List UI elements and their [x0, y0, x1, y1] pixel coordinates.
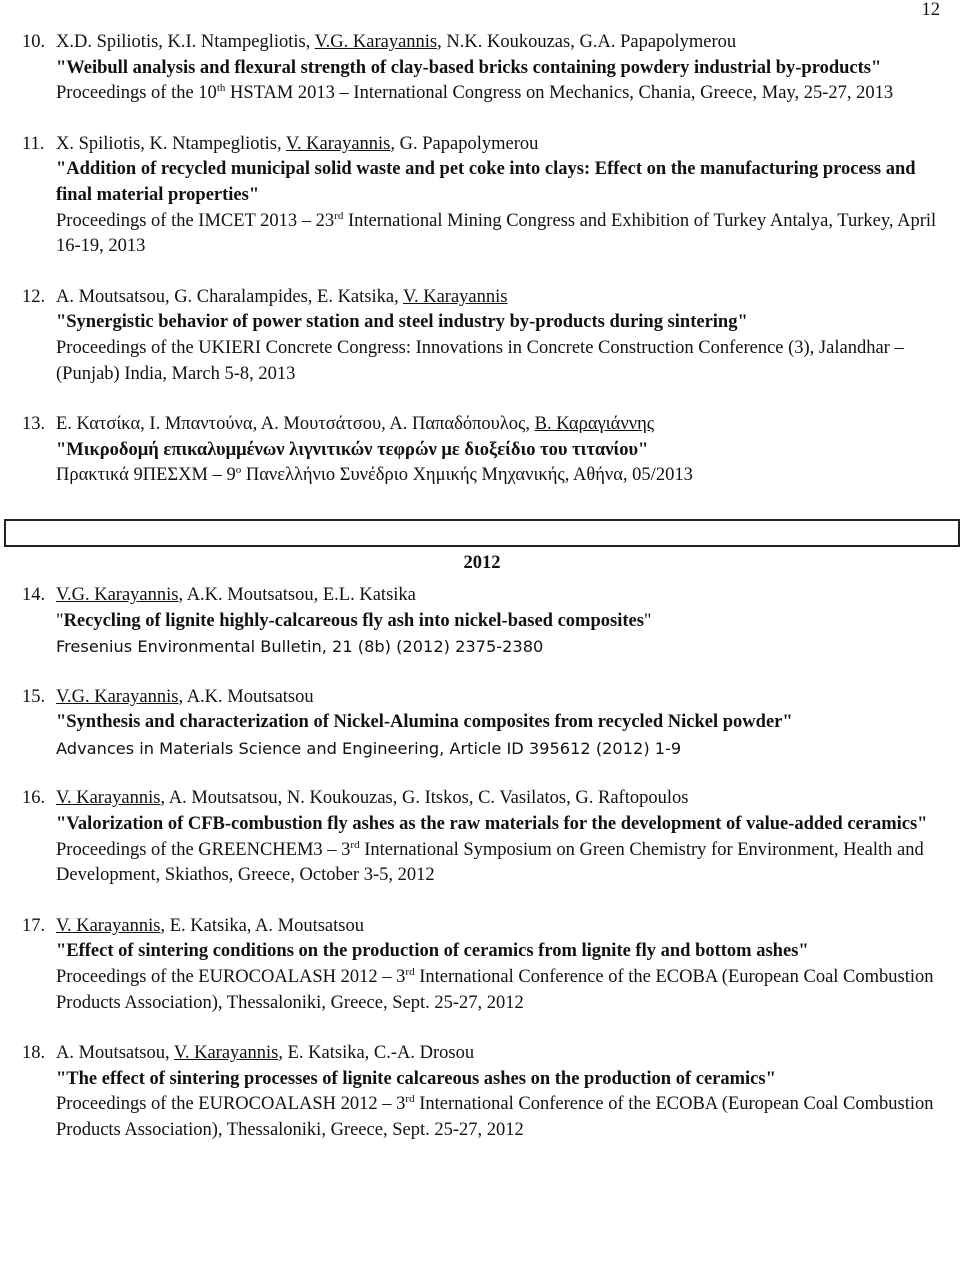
list-item: [22, 685, 942, 762]
entry-number: 11.: [22, 133, 45, 154]
entry-number: 14.: [22, 584, 46, 605]
entry-number: 15.: [22, 686, 46, 707]
entry-authors: Ε. Κατσίκα, Ι. Μπαντούνα, Α. Μουτσάτσου, Α. Παπαδόπουλος, Β. Καραγιάννης: [56, 414, 655, 435]
entry-venue: Advances in Materials Science and Engineering, Article ID 395612 (2012) 1-9: [56, 738, 682, 758]
list-item: [22, 1041, 942, 1143]
section-divider-box: [4, 519, 960, 547]
entry-venue: Fresenius Environmental Bulletin, 21 (8b) (2012) 2375-2380: [56, 637, 544, 657]
year-heading: 2012: [463, 552, 501, 573]
entry-venue: Proceedings of the 10th HSTAM 2013 – International Congress on Mechanics, Chania, Greece, May, 25-27, 2013: [56, 82, 894, 104]
entry-number: 18.: [22, 1043, 46, 1064]
entry-title: "Valorization of CFB-combustion fly ashes as the raw materials for the development of value-added ceramics": [56, 814, 928, 835]
entry-venue: Proceedings of the UKIERI Concrete Congress: Innovations in Concrete Construction Conference (3), Jalandhar – (Punjab) India, March 5-8, 2013: [56, 337, 904, 384]
list-item: [22, 583, 942, 660]
entry-authors: X. Spiliotis, K. Ntampegliotis, V. Karayannis, G. Papapolymerou: [56, 133, 539, 154]
entry-authors: V.G. Karayannis, A.K. Moutsatsou, E.L. Katsika: [56, 584, 416, 605]
entry-venue: Proceedings of the EUROCOALASH 2012 – 3rd International Conference of the ECOBA (European Coal Combustion Products Association), Thessaloniki, Greece, Sept. 25-27, 2012: [56, 1093, 934, 1140]
entry-authors: V.G. Karayannis, A.K. Moutsatsou: [56, 686, 314, 707]
list-item: [22, 285, 942, 387]
entry-title: "Μικροδομή επικαλυμμένων λιγνιτικών τεφρών με διοξείδιο του τιτανίου": [56, 439, 649, 460]
list-item: [22, 914, 942, 1016]
entry-title: "Weibull analysis and flexural strength of clay-based bricks containing powdery industrial by-products": [56, 57, 882, 78]
entry-title: "Synergistic behavior of power station and steel industry by-products during sintering": [56, 312, 748, 333]
entry-venue: Proceedings of the EUROCOALASH 2012 – 3rd International Conference of the ECOBA (European Coal Combustion Products Association), Thessaloniki, Greece, Sept. 25-27, 2012: [56, 965, 934, 1013]
list-item: [22, 132, 942, 260]
entry-authors: V. Karayannis, A. Moutsatsou, N. Koukouzas, G. Itskos, C. Vasilatos, G. Raftopoulos: [56, 788, 689, 809]
publication-list: [22, 30, 942, 1169]
entry-venue: Proceedings of the IMCET 2013 – 23rd International Mining Congress and Exhibition of Turkey Antalya, Turkey, April 16-19, 2013: [56, 209, 937, 257]
list-item: [22, 30, 942, 107]
page-number: 12: [921, 0, 940, 20]
entry-authors: X.D. Spiliotis, K.I. Ntampegliotis, V.G. Karayannis, N.K. Koukouzas, G.A. Papapolymerou: [56, 32, 737, 52]
entry-title: "Recycling of lignite highly-calcareous fly ash into nickel-based composites": [56, 610, 652, 631]
entry-authors: A. Moutsatsou, V. Karayannis, E. Katsika, C.-A. Drosou: [56, 1043, 475, 1064]
entry-number: 16.: [22, 788, 46, 809]
entry-title: "Synthesis and characterization of Nickel-Alumina composites from recycled Nickel powder": [56, 712, 793, 733]
entry-number: 10.: [22, 32, 46, 52]
list-item: [22, 786, 942, 888]
entry-number: 17.: [22, 915, 46, 936]
entry-venue: Πρακτικά $9\Pi E\Sigma XM - 9^o$ Πανελλήνιο Συνέδριο Χημικής Μηχανικής, Αθήνα, 05/2013: [56, 464, 693, 486]
entry-title: "The effect of sintering processes of lignite calcareous ashes on the production of ceramics": [56, 1068, 776, 1089]
entry-title: "Addition of recycled municipal solid waste and pet coke into clays: Effect on the manufacturing process and final material properties": [56, 159, 916, 205]
entry-authors: A. Moutsatsou, G. Charalampides, E. Katsika, V. Karayannis: [56, 286, 508, 307]
entry-venue: Proceedings of the GREENCHEM3 – 3rd International Symposium on Green Chemistry for Environment, Health and Development, Skiathos, Greece, October 3-5, 2012: [56, 838, 924, 886]
entry-title: "Effect of sintering conditions on the production of ceramics from lignite fly and bottom ashes": [56, 941, 809, 962]
entry-authors: V. Karayannis, E. Katsika, A. Moutsatsou: [56, 915, 364, 936]
entry-number: 12.: [22, 286, 46, 307]
list-item: [22, 412, 942, 489]
entry-number: 13.: [22, 414, 46, 435]
